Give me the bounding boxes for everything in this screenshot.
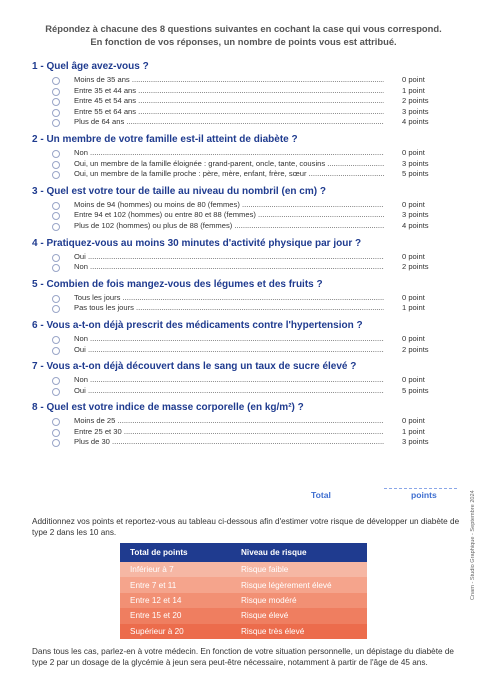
risk-table-header <box>120 543 367 562</box>
answer-points: 0 point <box>402 416 425 426</box>
answer-points: 0 point <box>402 375 425 385</box>
risk-total: Entre 12 et 14 <box>130 595 182 605</box>
answer-points: 2 points <box>402 344 429 354</box>
question-title: 1 - Quel âge avez-vous ? <box>32 61 149 72</box>
question-title: 3 - Quel est votre tour de taille au niveau du nombril (en cm) ? <box>32 185 326 197</box>
question-title: 4 - Pratiquez-vous au moins 30 minutes d'activité physique par jour ? <box>32 237 362 249</box>
answer-checkbox[interactable] <box>52 418 60 426</box>
question-8 <box>32 401 442 448</box>
answer-points: 0 point <box>402 75 425 84</box>
answer-checkbox[interactable] <box>52 150 60 158</box>
answer-label: Moins de 35 ans ..... <box>74 75 384 86</box>
answer-option[interactable] <box>32 293 442 304</box>
risk-total: Entre 7 et 11 <box>130 580 177 590</box>
answer-points: 0 point <box>402 292 425 302</box>
answer-option[interactable] <box>32 427 442 438</box>
answer-points: 0 point <box>402 147 425 157</box>
answer-option[interactable] <box>32 345 442 356</box>
answer-points: 2 points <box>402 262 429 272</box>
answer-checkbox[interactable] <box>52 439 60 447</box>
answer-option[interactable] <box>32 148 442 159</box>
answer-option[interactable] <box>32 416 442 427</box>
scoring-instructions: Additionnez vos points et reportez-vous au tableau ci-dessous afin d'estimer votre risque de développer un diabète de type 2 dans les 10 ans. <box>32 517 460 537</box>
question-2 <box>32 133 442 180</box>
answer-points: 5 points <box>402 385 429 395</box>
answer-points: 1 point <box>402 426 425 436</box>
answer-option[interactable] <box>32 200 442 211</box>
risk-table-body <box>120 562 367 639</box>
question-title: 5 - Combien de fois mangez-vous des légumes et des fruits ? <box>32 278 323 290</box>
answer-label: Moins de 94 (hommes) ou moins de 80 (femmes) ..... <box>74 200 384 211</box>
answer-points: 0 point <box>402 251 425 261</box>
question-title: 2 - Un membre de votre famille est-il atteint de diabète ? <box>32 133 298 145</box>
answer-checkbox[interactable] <box>52 347 60 355</box>
footer-note: Dans tous les cas, parlez-en à votre médecin. En fonction de votre situation personnelle, un dépistage du diabète de type 2 par un dosage de la glycémie à jeun sera peut-être nécessaire, notamment à partir de l'âge de 45 ans. <box>32 647 454 667</box>
answer-checkbox[interactable] <box>52 212 60 220</box>
question-1 <box>32 60 442 128</box>
answer-checkbox[interactable] <box>52 119 60 127</box>
risk-level: Risque légèrement élevé <box>241 580 332 590</box>
answer-checkbox[interactable] <box>52 388 60 396</box>
answer-points: 3 points <box>402 158 429 168</box>
answer-label: Entre 55 et 64 ans ..... <box>74 107 384 118</box>
answer-label: Oui, un membre de la famille proche : père, mère, enfant, frère, sœur ..... <box>74 169 384 180</box>
risk-row <box>120 624 367 639</box>
answer-checkbox[interactable] <box>52 305 60 313</box>
answer-option[interactable] <box>32 386 442 397</box>
question-5 <box>32 278 442 314</box>
risk-level: Risque faible <box>241 565 289 575</box>
question-7 <box>32 360 442 396</box>
answer-checkbox[interactable] <box>52 295 60 303</box>
answer-label: Entre 45 et 54 ans ..... <box>74 96 384 107</box>
answer-label: Moins de 25 ..... <box>74 416 384 427</box>
answer-points: 1 point <box>402 85 425 95</box>
answer-checkbox[interactable] <box>52 109 60 117</box>
risk-level: Risque élevé <box>241 611 289 621</box>
answer-checkbox[interactable] <box>52 171 60 179</box>
answer-option[interactable] <box>32 117 442 128</box>
header-risk: Niveau de risque <box>231 543 367 562</box>
total-label: Total <box>311 490 331 500</box>
answer-checkbox[interactable] <box>52 336 60 344</box>
answer-label: Entre 35 et 44 ans ..... <box>74 86 384 97</box>
answer-points: 3 points <box>402 437 429 447</box>
answer-checkbox[interactable] <box>52 161 60 169</box>
answer-checkbox[interactable] <box>52 429 60 437</box>
risk-row <box>120 593 367 608</box>
risk-total: Inférieur à 7 <box>130 565 174 575</box>
answer-option[interactable] <box>32 210 442 221</box>
answer-label: Oui ..... <box>74 345 384 356</box>
answer-checkbox[interactable] <box>52 77 60 85</box>
answer-label: Non ..... <box>74 375 384 386</box>
answer-option[interactable] <box>32 437 442 448</box>
answer-points: 2 points <box>402 96 429 106</box>
answer-option[interactable] <box>32 86 442 97</box>
question-title: 6 - Vous a-t-on déjà prescrit des médicaments contre l'hypertension ? <box>32 319 363 331</box>
answer-option[interactable] <box>32 303 442 314</box>
answer-label: Entre 25 et 30 ..... <box>74 427 384 438</box>
answer-checkbox[interactable] <box>52 254 60 262</box>
answer-option[interactable] <box>32 159 442 170</box>
answer-points: 1 point <box>402 303 425 313</box>
answer-label: Oui ..... <box>74 386 384 397</box>
risk-row <box>120 562 367 577</box>
question-3 <box>32 185 442 232</box>
instructions <box>20 22 467 48</box>
risk-level: Risque modéré <box>241 595 297 605</box>
answer-points: 3 points <box>402 210 429 220</box>
answer-points: 4 points <box>402 220 429 230</box>
instructions-line-1: Répondez à chacune des 8 questions suivantes en cochant la case qui vous correspond. <box>45 23 442 34</box>
answer-label: Oui, un membre de la famille éloignée : grand-parent, oncle, tante, cousins ..... <box>74 159 384 170</box>
answer-option[interactable] <box>32 107 442 118</box>
header-total: Total de points <box>120 543 231 562</box>
answer-label: Non ..... <box>74 262 384 273</box>
answer-option[interactable] <box>32 334 442 345</box>
answer-label: Plus de 102 (hommes) ou plus de 88 (femmes) ..... <box>74 221 384 232</box>
answer-label: Oui ..... <box>74 252 384 263</box>
answer-option[interactable] <box>32 96 442 107</box>
answer-label: Plus de 64 ans ..... <box>74 117 384 128</box>
risk-total: Entre 15 et 20 <box>130 611 182 621</box>
answer-label: Tous les jours ..... <box>74 293 384 304</box>
instructions-line-2: En fonction de vos réponses, un nombre de points vous est attribué. <box>90 36 397 47</box>
total-entry-line[interactable] <box>384 488 457 489</box>
answer-points: 5 points <box>402 169 429 179</box>
answer-points: 0 point <box>402 333 425 343</box>
question-4 <box>32 237 442 273</box>
answer-option[interactable] <box>32 221 442 232</box>
total-row <box>0 490 487 504</box>
total-points-label: points <box>411 490 437 500</box>
answer-option[interactable] <box>32 169 442 180</box>
questionnaire <box>32 60 442 453</box>
risk-level: Risque très élevé <box>241 626 305 636</box>
answer-checkbox[interactable] <box>52 377 60 385</box>
answer-label: Non ..... <box>74 148 384 159</box>
answer-option[interactable] <box>32 375 442 386</box>
answer-checkbox[interactable] <box>52 88 60 96</box>
answer-label: Plus de 30 ..... <box>74 437 384 448</box>
answer-option[interactable] <box>32 75 442 86</box>
answer-label: Non ..... <box>74 334 384 345</box>
answer-checkbox[interactable] <box>52 223 60 231</box>
risk-row <box>120 577 367 592</box>
answer-checkbox[interactable] <box>52 202 60 210</box>
answer-option[interactable] <box>32 262 442 273</box>
answer-label: Entre 94 et 102 (hommes) ou entre 80 et 88 (femmes) ..... <box>74 210 384 221</box>
answer-points: 4 points <box>402 117 429 127</box>
answer-checkbox[interactable] <box>52 264 60 272</box>
answer-option[interactable] <box>32 252 442 263</box>
question-title: 7 - Vous a-t-on déjà découvert dans le sang un taux de sucre élevé ? <box>32 361 357 373</box>
answer-label: Pas tous les jours ..... <box>74 303 384 314</box>
answer-points: 3 points <box>402 106 429 116</box>
question-6 <box>32 319 442 355</box>
question-title: 8 - Quel est votre indice de masse corporelle (en kg/m²) ? <box>32 402 304 414</box>
credit: Cnam - Studio Graphique - Septembre 2024 <box>470 490 476 600</box>
risk-table <box>120 543 367 639</box>
answer-points: 0 point <box>402 199 425 209</box>
risk-row <box>120 608 367 623</box>
answer-checkbox[interactable] <box>52 98 60 106</box>
risk-total: Supérieur à 20 <box>130 626 184 636</box>
